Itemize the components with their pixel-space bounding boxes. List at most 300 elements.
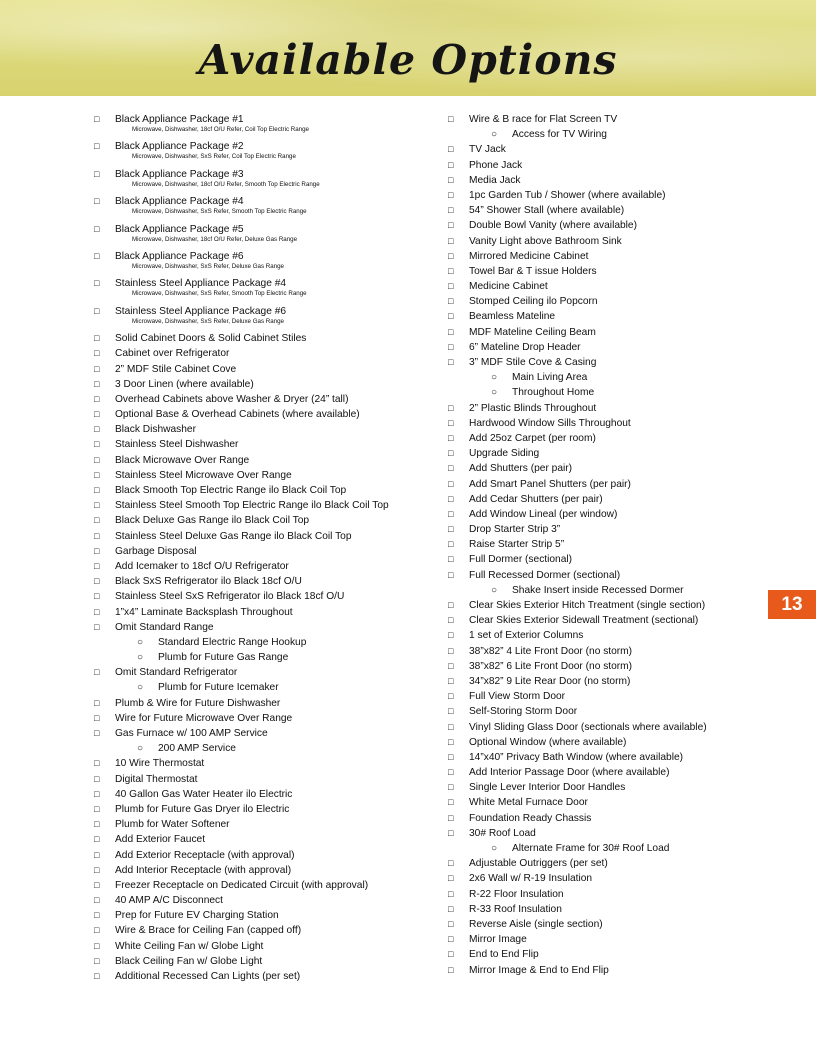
checkbox-icon: □ xyxy=(94,141,100,152)
option-label: Black Appliance Package #3 xyxy=(115,168,244,180)
option-item xyxy=(94,939,434,954)
checkbox-icon: □ xyxy=(448,220,454,231)
option-label: Optional Base & Overhead Cabinets (where available) xyxy=(115,409,360,421)
checkbox-icon: □ xyxy=(94,378,100,389)
checkbox-icon: □ xyxy=(448,812,454,823)
option-item xyxy=(94,969,434,984)
checkbox-icon: □ xyxy=(94,758,100,769)
option-item xyxy=(448,249,748,264)
option-item xyxy=(448,416,748,431)
option-label: Garbage Disposal xyxy=(115,545,197,557)
option-label: 2” MDF Stile Cabinet Cove xyxy=(115,363,237,375)
option-item xyxy=(94,726,434,741)
option-label: Add Smart Panel Shutters (per pair) xyxy=(469,478,631,490)
option-label: Medicine Cabinet xyxy=(469,281,548,293)
option-item xyxy=(94,513,434,528)
checkbox-icon: □ xyxy=(448,493,454,504)
option-description: Microwave, Dishwasher, 18cf O/U Refer, Deluxe Gas Range xyxy=(132,235,298,243)
checkbox-icon: □ xyxy=(94,454,100,465)
option-subitem xyxy=(448,583,748,598)
checkbox-icon: □ xyxy=(94,305,100,316)
option-label: Stainless Steel Appliance Package #6 xyxy=(115,305,287,317)
option-item xyxy=(448,401,748,416)
option-item xyxy=(448,158,748,173)
option-label: Add Icemaker to 18cf O/U Refrigerator xyxy=(115,560,289,572)
checkbox-icon: □ xyxy=(448,402,454,413)
option-item xyxy=(94,802,434,817)
checkbox-icon: □ xyxy=(448,432,454,443)
option-label: Raise Starter Strip 5” xyxy=(469,539,565,551)
checkbox-icon: □ xyxy=(448,600,454,610)
option-label: Digital Thermostat xyxy=(115,773,198,785)
header-banner xyxy=(0,0,816,96)
option-label: Add Exterior Faucet xyxy=(115,834,206,846)
option-label: Clear Skies Exterior Hitch Treatment (single section) xyxy=(469,600,706,611)
options-list-right xyxy=(448,112,748,978)
option-label: 1”x4” Laminate Backsplash Throughout xyxy=(115,606,293,618)
option-item xyxy=(448,750,748,765)
option-label: Black Deluxe Gas Range ilo Black Coil Top xyxy=(115,515,310,527)
option-item xyxy=(94,331,434,346)
option-label: Access for TV Wiring xyxy=(512,129,607,141)
option-label: Main Living Area xyxy=(512,372,588,384)
option-item xyxy=(94,468,434,483)
option-item xyxy=(448,279,748,294)
option-label: Double Bowl Vanity (where available) xyxy=(469,220,637,232)
option-label: Vinyl Sliding Glass Door (sectionals where available) xyxy=(469,721,707,733)
checkbox-icon: □ xyxy=(448,341,454,352)
checkbox-icon: □ xyxy=(94,879,100,890)
circle-bullet-icon: ○ xyxy=(491,387,498,399)
option-item xyxy=(448,431,748,446)
option-label: Stainless Steel Smooth Top Electric Range ilo Black Coil Top xyxy=(115,500,389,512)
checkbox-icon: □ xyxy=(94,278,100,289)
checkbox-icon: □ xyxy=(448,281,454,292)
option-label: 1pc Garden Tub / Shower (where available) xyxy=(469,189,666,201)
option-label: 40 Gallon Gas Water Heater ilo Electric xyxy=(115,788,293,800)
option-item xyxy=(94,787,434,802)
option-item xyxy=(448,355,748,370)
checkbox-icon: □ xyxy=(94,250,100,261)
checkbox-icon: □ xyxy=(94,803,100,814)
checkbox-icon: □ xyxy=(94,728,100,738)
option-subitem xyxy=(94,650,434,665)
checkbox-icon: □ xyxy=(94,515,100,526)
checkbox-icon: □ xyxy=(94,606,100,617)
circle-bullet-icon: ○ xyxy=(491,372,498,384)
checkbox-icon: □ xyxy=(448,782,454,793)
option-subitem xyxy=(94,741,434,756)
option-label: Foundation Ready Chassis xyxy=(469,812,592,824)
option-label: 14”x40” Privacy Bath Window (where available) xyxy=(469,751,684,763)
option-label: Freezer Receptacle on Dedicated Circuit (with approval) xyxy=(115,879,369,891)
option-description: Microwave, Dishwasher, SxS Refer, Smooth Top Electric Range xyxy=(132,290,307,298)
option-item xyxy=(94,908,434,923)
option-item xyxy=(94,574,434,589)
option-label: Mirrored Medicine Cabinet xyxy=(469,250,589,262)
option-label: Add Interior Passage Door (where available) xyxy=(469,767,670,779)
checkbox-icon: □ xyxy=(448,296,454,307)
checkbox-icon: □ xyxy=(448,949,454,960)
option-item xyxy=(94,377,434,392)
option-label: 3” MDF Stile Cove & Casing xyxy=(469,357,597,368)
checkbox-icon: □ xyxy=(94,439,100,450)
option-item xyxy=(448,735,748,750)
option-label: Self-Storing Storm Door xyxy=(469,706,578,718)
option-label: Stomped Ceiling ilo Popcorn xyxy=(469,296,598,308)
checkbox-icon: □ xyxy=(448,508,454,519)
option-label: Black Dishwasher xyxy=(115,424,196,436)
option-label: 3 Door Linen (where available) xyxy=(115,378,254,390)
option-label: Stainless Steel Appliance Package #4 xyxy=(115,278,287,290)
checkbox-icon: □ xyxy=(448,205,454,216)
option-subitem xyxy=(448,841,748,856)
option-label: Wire for Future Microwave Over Range xyxy=(115,712,293,724)
option-item xyxy=(448,765,748,780)
option-item xyxy=(448,856,748,871)
option-subitem xyxy=(448,385,748,400)
option-label: Phone Jack xyxy=(469,159,523,171)
option-item xyxy=(94,620,434,635)
circle-bullet-icon: ○ xyxy=(491,843,498,854)
option-item xyxy=(448,294,748,309)
option-item xyxy=(94,453,434,468)
option-item xyxy=(448,811,748,826)
option-item xyxy=(448,780,748,795)
checkbox-icon: □ xyxy=(94,864,100,875)
checkbox-icon: □ xyxy=(94,955,100,966)
circle-bullet-icon: ○ xyxy=(491,584,498,596)
option-label: 30# Roof Load xyxy=(469,827,536,839)
checkbox-icon: □ xyxy=(448,918,454,929)
option-item xyxy=(448,613,748,628)
checkbox-icon: □ xyxy=(94,667,100,678)
option-label: 2x6 Wall w/ R-19 Insulation xyxy=(469,873,593,885)
checkbox-icon: □ xyxy=(94,530,100,541)
option-label: Plumb for Future Icemaker xyxy=(158,682,279,694)
option-label: Media Jack xyxy=(469,174,521,186)
option-description: Microwave, Dishwasher, SxS Refer, Smooth Top Electric Range xyxy=(132,208,307,216)
option-item xyxy=(94,392,434,407)
checkbox-icon: □ xyxy=(94,223,100,234)
checkbox-icon: □ xyxy=(448,873,454,884)
checkbox-icon: □ xyxy=(94,971,100,981)
checkbox-icon: □ xyxy=(448,326,454,337)
checkbox-icon: □ xyxy=(448,751,454,762)
checkbox-icon: □ xyxy=(94,424,100,435)
option-label: R-33 Roof Insulation xyxy=(469,903,562,915)
option-item xyxy=(94,923,434,938)
option-label: Plumb for Future Gas Range xyxy=(158,652,289,664)
option-label: White Ceiling Fan w/ Globe Light xyxy=(115,940,264,952)
option-item xyxy=(448,826,748,841)
checkbox-icon: □ xyxy=(94,363,100,374)
option-label: Black Appliance Package #1 xyxy=(115,114,244,125)
checkbox-icon: □ xyxy=(94,773,100,784)
option-label: 10 Wire Thermostat xyxy=(115,758,205,770)
option-label: End to End Flip xyxy=(469,949,539,961)
checkbox-icon: □ xyxy=(94,168,100,179)
option-label: Black Appliance Package #6 xyxy=(115,250,244,262)
checkbox-icon: □ xyxy=(448,675,454,686)
option-label: 1 set of Exterior Columns xyxy=(469,630,584,642)
option-subitem xyxy=(94,680,434,695)
checkbox-icon: □ xyxy=(94,819,100,830)
option-item xyxy=(94,605,434,620)
option-item xyxy=(448,674,748,689)
option-label: Add Interior Receptacle (with approval) xyxy=(115,864,292,876)
option-item xyxy=(94,362,434,377)
option-label: Reverse Aisle (single section) xyxy=(469,918,603,930)
option-label: Gas Furnace w/ 100 AMP Service xyxy=(115,728,268,739)
option-label: Black Appliance Package #5 xyxy=(115,223,244,235)
checkbox-icon: □ xyxy=(448,524,454,535)
option-item xyxy=(448,461,748,476)
option-label: Stainless Steel Deluxe Gas Range ilo Black Coil Top xyxy=(115,530,352,542)
option-label: Upgrade Siding xyxy=(469,448,540,460)
option-label: Full Recessed Dormer (sectional) xyxy=(469,569,621,581)
option-label: Black Ceiling Fan w/ Globe Light xyxy=(115,955,263,967)
option-item xyxy=(448,917,748,932)
option-label: Black Microwave Over Range xyxy=(115,454,250,466)
option-item xyxy=(448,234,748,249)
option-label: Black Smooth Top Electric Range ilo Black Coil Top xyxy=(115,485,347,496)
option-description: Microwave, Dishwasher, SxS Refer, Coil Top Electric Range xyxy=(132,153,296,161)
option-item xyxy=(448,325,748,340)
checkbox-icon: □ xyxy=(448,174,454,185)
checkbox-icon: □ xyxy=(94,591,100,602)
option-item xyxy=(94,832,434,847)
option-item xyxy=(94,139,434,166)
option-item xyxy=(94,249,434,276)
option-label: Overhead Cabinets above Washer & Dryer (24” tall) xyxy=(115,393,349,405)
option-item xyxy=(94,222,434,249)
option-label: MDF Mateline Ceiling Beam xyxy=(469,326,596,338)
checkbox-icon: □ xyxy=(94,849,100,860)
option-item xyxy=(448,568,748,583)
option-item xyxy=(94,589,434,604)
option-label: Mirror Image xyxy=(469,934,527,946)
option-item xyxy=(448,522,748,537)
checkbox-icon: □ xyxy=(448,144,454,155)
option-subitem xyxy=(448,127,748,142)
option-item xyxy=(448,112,748,127)
checkbox-icon: □ xyxy=(94,834,100,845)
checkbox-icon: □ xyxy=(448,311,454,322)
circle-bullet-icon: ○ xyxy=(137,652,144,664)
circle-bullet-icon: ○ xyxy=(137,743,144,755)
checkbox-icon: □ xyxy=(448,189,454,200)
checkbox-icon: □ xyxy=(94,697,100,708)
option-item xyxy=(94,529,434,544)
option-description: Microwave, Dishwasher, 18cf O/U Refer, Smooth Top Electric Range xyxy=(132,180,320,188)
option-label: Omit Standard Refrigerator xyxy=(115,667,238,679)
option-label: Beamless Mateline xyxy=(469,311,556,323)
option-label: Add Cedar Shutters (per pair) xyxy=(469,493,603,505)
option-label: Vanity Light above Bathroom Sink xyxy=(469,235,622,247)
checkbox-icon: □ xyxy=(94,196,100,207)
circle-bullet-icon: ○ xyxy=(491,129,498,141)
option-item xyxy=(448,218,748,233)
checkbox-icon: □ xyxy=(448,554,454,565)
checkbox-icon: □ xyxy=(448,858,454,869)
checkbox-icon: □ xyxy=(448,827,454,838)
option-label: Mirror Image & End to End Flip xyxy=(469,964,609,976)
option-item xyxy=(448,173,748,188)
option-label: 34”x82” 9 Lite Rear Door (no storm) xyxy=(469,675,631,687)
option-item xyxy=(448,628,748,643)
option-item xyxy=(94,665,434,680)
checkbox-icon: □ xyxy=(448,888,454,899)
checkbox-icon: □ xyxy=(94,114,100,124)
checkbox-icon: □ xyxy=(448,630,454,641)
option-label: Add Shutters (per pair) xyxy=(469,463,573,475)
option-item xyxy=(94,817,434,832)
option-label: 6” Mateline Drop Header xyxy=(469,341,581,353)
option-label: TV Jack xyxy=(469,144,506,156)
option-label: 38”x82” 4 Lite Front Door (no storm) xyxy=(469,645,633,657)
checkbox-icon: □ xyxy=(448,797,454,808)
option-label: Full View Storm Door xyxy=(469,691,566,703)
option-label: Alternate Frame for 30# Roof Load xyxy=(512,843,670,854)
option-label: Drop Starter Strip 3” xyxy=(469,524,561,536)
option-item xyxy=(448,446,748,461)
option-item xyxy=(94,346,434,361)
option-label: R-22 Floor Insulation xyxy=(469,888,564,900)
option-item xyxy=(448,947,748,962)
option-label: 200 AMP Service xyxy=(158,743,236,755)
option-label: Black Appliance Package #2 xyxy=(115,141,244,153)
checkbox-icon: □ xyxy=(448,569,454,580)
option-item xyxy=(448,871,748,886)
option-label: Stainless Steel Microwave Over Range xyxy=(115,469,292,481)
option-item xyxy=(448,477,748,492)
option-item xyxy=(448,142,748,157)
option-label: Stainless Steel SxS Refrigerator ilo Black 18cf O/U xyxy=(115,591,345,603)
option-item xyxy=(94,407,434,422)
option-label: Plumb for Future Gas Dryer ilo Electric xyxy=(115,803,290,815)
option-label: Single Lever Interior Door Handles xyxy=(469,782,626,794)
checkbox-icon: □ xyxy=(448,357,454,367)
option-label: Throughout Home xyxy=(512,387,595,399)
option-label: White Metal Furnace Door xyxy=(469,797,588,809)
option-item xyxy=(448,932,748,947)
checkbox-icon: □ xyxy=(94,910,100,921)
option-label: Cabinet over Refrigerator xyxy=(115,348,230,360)
option-item xyxy=(448,188,748,203)
option-item xyxy=(448,704,748,719)
options-list-left xyxy=(94,112,434,984)
option-item xyxy=(94,772,434,787)
checkbox-icon: □ xyxy=(448,615,454,626)
option-item xyxy=(94,696,434,711)
checkbox-icon: □ xyxy=(448,767,454,778)
checkbox-icon: □ xyxy=(448,417,454,428)
option-item xyxy=(448,963,748,978)
option-label: Black SxS Refrigerator ilo Black 18cf O/U xyxy=(115,576,302,588)
option-item xyxy=(94,437,434,452)
checkbox-icon: □ xyxy=(94,895,100,906)
option-item xyxy=(448,887,748,902)
option-item xyxy=(94,848,434,863)
option-label: Add Window Lineal (per window) xyxy=(469,508,618,520)
checkbox-icon: □ xyxy=(448,645,454,656)
checkbox-icon: □ xyxy=(448,448,454,459)
option-item xyxy=(94,112,434,139)
checkbox-icon: □ xyxy=(448,691,454,702)
option-item xyxy=(94,559,434,574)
checkbox-icon: □ xyxy=(448,964,454,975)
option-description: Microwave, Dishwasher, 18cf O/U Refer, Coil Top Electric Range xyxy=(132,126,309,133)
option-item xyxy=(448,492,748,507)
checkbox-icon: □ xyxy=(94,712,100,723)
option-label: Solid Cabinet Doors & Solid Cabinet Stiles xyxy=(115,333,307,345)
option-item xyxy=(94,711,434,726)
option-description: Microwave, Dishwasher, SxS Refer, Deluxe Gas Range xyxy=(132,317,285,325)
checkbox-icon: □ xyxy=(94,500,100,511)
option-item xyxy=(448,264,748,279)
option-label: Full Dormer (sectional) xyxy=(469,554,573,566)
option-item xyxy=(94,863,434,878)
checkbox-icon: □ xyxy=(448,706,454,717)
option-label: Standard Electric Range Hookup xyxy=(158,636,307,648)
option-item xyxy=(448,537,748,552)
option-label: Add Exterior Receptacle (with approval) xyxy=(115,849,295,861)
option-item xyxy=(94,878,434,893)
checkbox-icon: □ xyxy=(448,235,454,246)
option-label: Prep for Future EV Charging Station xyxy=(115,910,279,922)
option-label: Clear Skies Exterior Sidewall Treatment (sectional) xyxy=(469,615,699,627)
option-item xyxy=(94,498,434,513)
option-item xyxy=(448,507,748,522)
checkbox-icon: □ xyxy=(448,265,454,276)
option-label: Stainless Steel Dishwasher xyxy=(115,439,239,451)
option-item xyxy=(448,552,748,567)
option-item xyxy=(448,720,748,735)
checkbox-icon: □ xyxy=(94,788,100,799)
circle-bullet-icon: ○ xyxy=(137,682,144,694)
option-item xyxy=(94,544,434,559)
option-item xyxy=(448,689,748,704)
option-item xyxy=(94,483,434,498)
option-label: 54” Shower Stall (where available) xyxy=(469,205,625,217)
option-item xyxy=(94,756,434,771)
checkbox-icon: □ xyxy=(94,560,100,571)
checkbox-icon: □ xyxy=(94,576,100,587)
option-label: 2” Plastic Blinds Throughout xyxy=(469,402,597,414)
option-item xyxy=(448,309,748,324)
option-item xyxy=(448,659,748,674)
option-item xyxy=(94,954,434,969)
checkbox-icon: □ xyxy=(94,940,100,951)
checkbox-icon: □ xyxy=(448,934,454,945)
option-label: Shake Insert inside Recessed Dormer xyxy=(512,584,684,596)
option-label: 40 AMP A/C Disconnect xyxy=(115,895,223,907)
option-item xyxy=(94,167,434,194)
checkbox-icon: □ xyxy=(94,333,100,344)
circle-bullet-icon: ○ xyxy=(137,636,144,648)
checkbox-icon: □ xyxy=(448,478,454,489)
option-label: Wire & Brace for Ceiling Fan (capped off) xyxy=(115,925,302,937)
checkbox-icon: □ xyxy=(448,721,454,732)
option-item xyxy=(448,203,748,218)
checkbox-icon: □ xyxy=(94,925,100,936)
option-item xyxy=(94,194,434,221)
checkbox-icon: □ xyxy=(448,463,454,474)
option-item xyxy=(94,893,434,908)
option-item xyxy=(94,422,434,437)
option-label: Plumb & Wire for Future Dishwasher xyxy=(115,697,281,709)
